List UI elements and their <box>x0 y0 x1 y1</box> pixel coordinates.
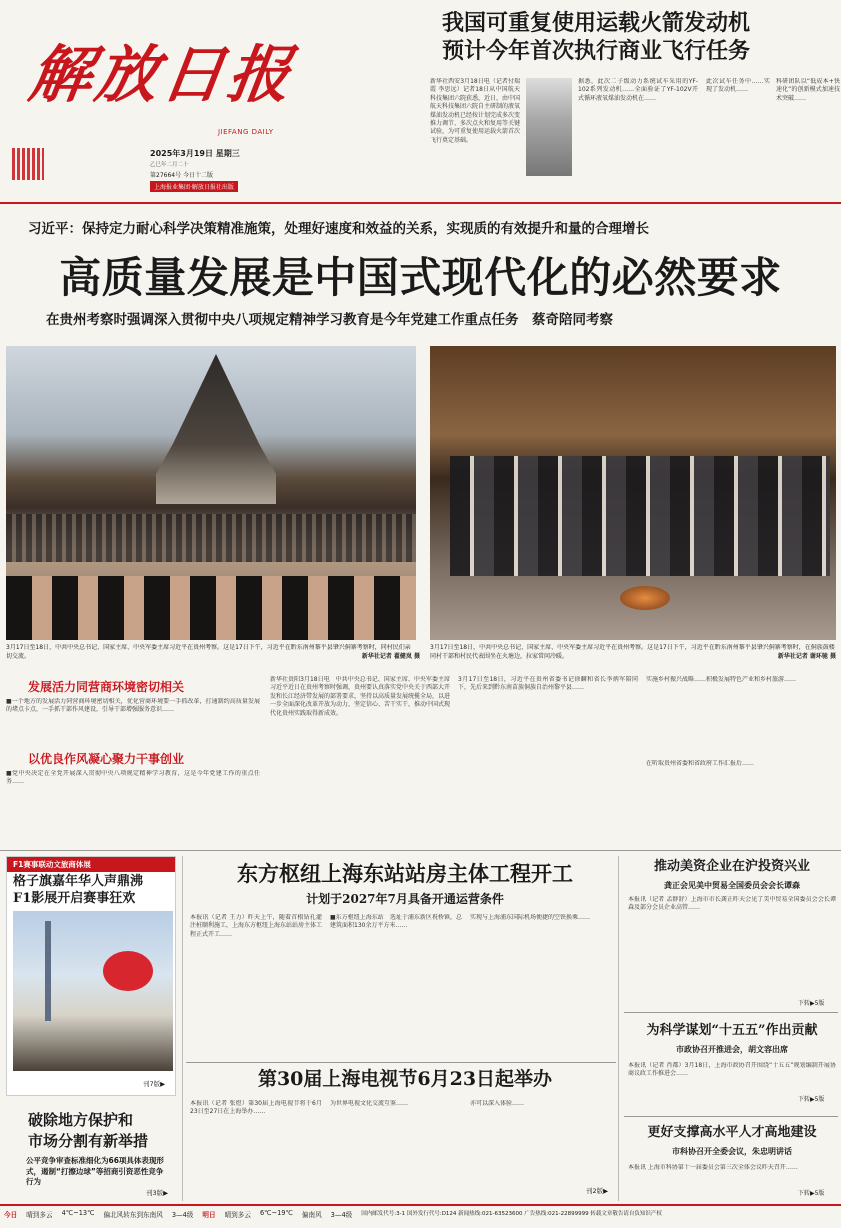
tv-col-2: 为世界电视文化交流互鉴…… <box>330 1100 409 1107</box>
footer-rule <box>0 1204 841 1206</box>
masthead-logo-en: JIEFANG DAILY <box>218 128 274 136</box>
lead-body-3: 实施乡村振兴战略……积极发展特色产业和乡村旅游…… <box>646 676 797 683</box>
weather-tomorrow-temp: 6℃~19℃ <box>259 1209 293 1217</box>
fire-pit <box>620 586 670 610</box>
tower <box>45 921 51 1021</box>
right-rule-1 <box>624 1012 838 1013</box>
f1-title: 格子旗嘉年华人声鼎沸 F1影展开启赛事狂欢 <box>13 874 157 906</box>
right-title-1: 推动美资企业在沪投资兴业 <box>653 859 810 874</box>
balloon <box>103 951 153 991</box>
left-bottom-ref: 刊3版▶ <box>146 1189 169 1197</box>
lead-photo-left <box>6 346 416 640</box>
foreground-heads <box>6 576 416 640</box>
top-story-title-2: 预计今年首次执行商业飞行任务 <box>442 38 751 64</box>
right-sub-1: 龚正会见美中贸易全国委员会会长谭森 <box>664 881 800 890</box>
weather-tomorrow-level: 3—4级 <box>330 1211 353 1219</box>
tv-col-3: 亦可以深入体验…… <box>470 1100 525 1107</box>
caption-left: 3月17日至18日，中共中央总书记、国家主席、中央军委主席习近平在贵州考察。这是17日下午，习近平在黔东南州黎平县肇兴侗寨考察时，同村民们亲切交流。 <box>6 644 411 660</box>
seated-people <box>450 456 830 576</box>
left-bottom-text: 公平竞争审查标准细化为66项具体表现形式，遏制“打擦边球”等招商引资恶性竞争行为 <box>26 1156 164 1186</box>
lead-headline: 高质量发展是中国式现代化的必然要求 <box>59 253 782 302</box>
weather-today-wind: 偏北风转东到东南风 <box>103 1211 163 1219</box>
tv-ref: 刊2版▶ <box>586 1187 609 1195</box>
caption-right: 3月17日至18日，中共中央总书记、国家主席、中央军委主席习近平在贵州考察。这是17日下午，习近平在黔东南州黎平县肇兴侗寨考察时，在侗族鼓楼同村干部和村民代表围坐在火塘边，拉家常问冷暖。 <box>430 644 835 660</box>
publisher: 上海报业集团·解放日报社出版 <box>150 181 238 192</box>
center-col-3: 实现与上海浦东国际机场便捷的空铁换乘…… <box>470 914 591 921</box>
weather-tomorrow-wind: 偏南风 <box>301 1211 322 1219</box>
crowd <box>6 514 416 562</box>
right-sub-2: 市政协召开推进会，胡文容出席 <box>676 1045 788 1054</box>
weather-today-sky: 晴到多云 <box>26 1211 53 1219</box>
footer-misc: 国内邮发代号:3-1 国外发行代号:D124 新闻热线:021-63523600 广告热线:021-22899999 转载文章敬告请自负知识产权 <box>361 1211 662 1217</box>
lead-body-2: 3月17日至18日，习近平在贵州省委书记徐麟和省长李炳军陪同下，先后来到黔东南苗族侗族自治州黎平县…… <box>458 676 638 692</box>
top-story-col-3: 此次试车任务中……实现了发动机…… <box>706 78 770 94</box>
right-text-3: 本报讯 上海市科协第十一届委员会第三次全体会议昨天召开…… <box>628 1164 798 1171</box>
weather-today-level: 3—4级 <box>171 1211 194 1219</box>
lead-subhead: 在贵州考察时强调深入贯彻中央八项规定精神学习教育是今年党建工作重点任务 蔡奇陪同考察 <box>46 312 613 328</box>
right-title-3: 更好支撑高水平人才高地建设 <box>647 1125 817 1140</box>
brief-title-2: 以优良作风凝心聚力干事创业 <box>28 752 185 766</box>
weather-today-temp: 4℃~13℃ <box>61 1209 95 1217</box>
brief-text-1: ■一个地方的发展活力同营商环境密切相关，优化营商环境要一手抓改革，打通制约高质量发展的堵点卡点，一手抓干部作风建设，引导干部增强服务意识…… <box>6 698 260 714</box>
top-story-col-4: 科研团队以“低成本+快速化”的创新模式加速技术突破…… <box>776 78 840 102</box>
center-col-1: 本报讯（记者 王力）昨天上午，随着首根钻孔灌注桩顺利施工，上海东方枢纽上海东站站房主体工程正式开工…… <box>190 914 322 938</box>
brief-title-1: 发展活力同营商环境密切相关 <box>28 680 185 694</box>
weather-tomorrow-sky: 晴到多云 <box>224 1211 251 1219</box>
weather-tomorrow-label: 明日 <box>202 1211 216 1219</box>
right-title-2: 为科学谋划“十五五”作出贡献 <box>646 1023 818 1038</box>
right-ref-2: 下转▶5版 <box>798 1096 825 1103</box>
top-story-title-1: 我国可重复使用运载火箭发动机 <box>442 10 751 36</box>
col-rule-left <box>182 856 183 1201</box>
right-sub-3: 市科协召开全委会议，朱忠明讲话 <box>672 1147 792 1156</box>
center-subtitle: 计划于2027年7月具备开通运营条件 <box>306 892 504 906</box>
top-story <box>430 8 840 188</box>
mid-rule <box>0 850 841 851</box>
weather-bar <box>4 1209 839 1223</box>
right-ref-3: 下转▶5版 <box>798 1190 825 1197</box>
lead-photo-right <box>430 346 836 640</box>
brief-text-2: ■党中央决定在全党开展深入贯彻中央八项规定精神学习教育，这是今年党建工作的重点任务…… <box>6 770 260 786</box>
tv-col-1: 本报讯（记者 张煜）第30届上海电视节将于6月23日至27日在上海举办…… <box>190 1100 322 1116</box>
issue-date: 2025年3月19日 星期三 <box>150 149 240 158</box>
lead-body-1: 新华社贵阳3月18日电 中共中央总书记、国家主席、中央军委主席习近平近日在贵州考察时强调，贵州要认真落实党中央关于西部大开发和长江经济带发展的部署要求，坚持以高质量发展统揽全局，以进一步全面深化改革开放为动力，坚定信心、苦干实干，推动中国式现代化贵州实践取得新成效。 <box>270 676 450 717</box>
top-story-col-2: 据悉，此次二子级动力系统试车采用的YF-102系列发动机……全面验证了YF-102V开式循环液氧煤油发动机在…… <box>578 78 698 102</box>
weather-today-label: 今日 <box>4 1211 18 1219</box>
right-text-2: 本报讯（记者 肖都）3月18日，上海市政协召开围绕“十五五”规划编制开展协商议政工作推进会…… <box>628 1062 836 1078</box>
masthead-logo: 解放日报 <box>24 38 300 111</box>
tv-rule <box>186 1062 616 1063</box>
lunar-date: 乙巳年二月二十 <box>150 162 189 168</box>
left-bottom-title-2: 市场分割有新举措 <box>28 1132 149 1150</box>
left-bottom-title-1: 破除地方保护和 <box>28 1111 134 1129</box>
masthead-rule <box>0 202 841 204</box>
f1-section: F1赛事联动文旅商体展 <box>7 857 175 872</box>
lead-body-4: 在听取贵州省委和省政府工作汇报后…… <box>646 760 755 767</box>
tv-title: 第30届上海电视节6月23日起举办 <box>257 1068 553 1090</box>
f1-photo <box>13 911 173 1071</box>
f1-box <box>6 856 176 1096</box>
top-story-col-1: 新华社西安3月18日电（记者付瑞霞 李思远）记者18日从中国航天科技集团六院获悉，近日，由中国航天科技集团六院自主研制的液氧煤油发动机已经按计划完成多次变推力调节、多次点火和复用等关键试验，为可重复使用运载火箭首次飞行奠定基础。 <box>430 78 520 144</box>
center-col-2: ■东方枢纽上海东站 选址于浦东新区祝桥镇，总建筑面积130余万平方米…… <box>330 914 462 930</box>
center-title: 东方枢纽上海东站站房主体工程开工 <box>237 861 573 886</box>
issue-number: 第27664号 今日十二版 <box>150 172 213 179</box>
rocket-photo <box>526 78 572 176</box>
lead-kicker: 习近平：保持定力耐心科学决策精准施策，处理好速度和效益的关系，实现质的有效提升和量的合理增长 <box>28 221 649 237</box>
credit-right: 新华社记者 谢环驰 摄 <box>752 653 836 662</box>
right-text-1: 本报讯（记者 孟群舒）上海市市长龚正昨天会见了美中贸易全国委员会会长谭森及部分会员企业高管…… <box>628 896 836 912</box>
qr-code <box>12 148 44 180</box>
right-ref-1: 下转▶5版 <box>798 1000 825 1007</box>
drum-tower <box>156 354 276 504</box>
right-rule-2 <box>624 1116 838 1117</box>
col-rule-right <box>618 856 619 1201</box>
f1-ref: 刊7版▶ <box>143 1080 166 1088</box>
credit-left: 新华社记者 翟健岚 摄 <box>330 653 420 662</box>
